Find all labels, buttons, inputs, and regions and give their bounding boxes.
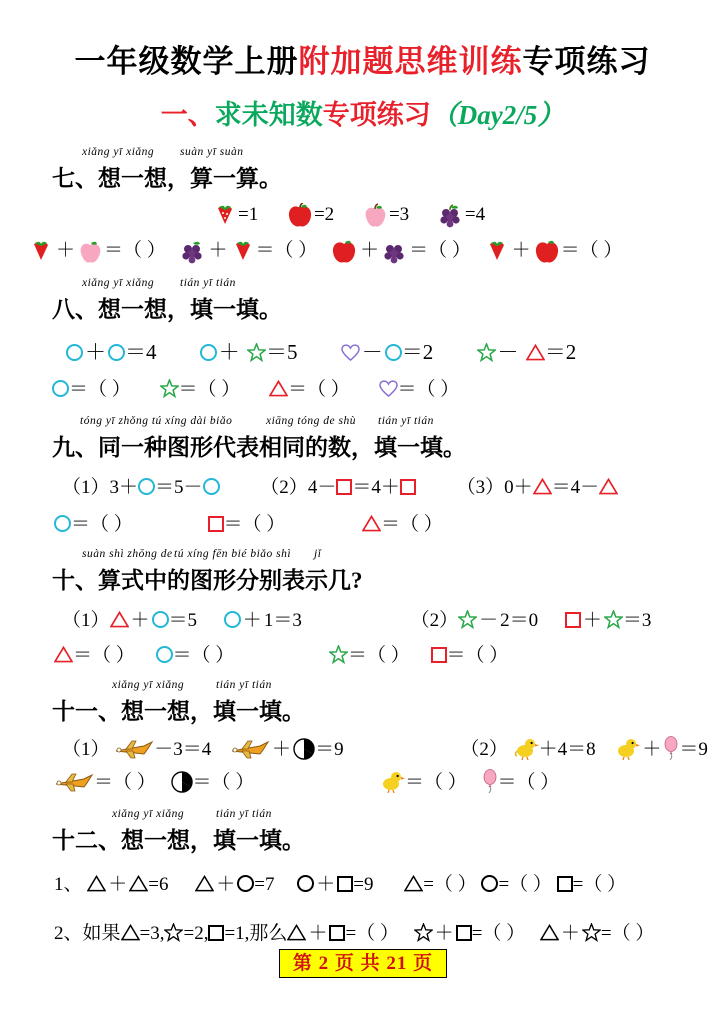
section-8-line2 xyxy=(52,374,725,401)
problem-item: （3）0＋ ＝4－ xyxy=(457,477,619,498)
pacman-icon xyxy=(171,771,193,793)
expression: ＋ ＝5 xyxy=(200,340,298,364)
square-shape xyxy=(565,612,581,628)
answer-blank: ＝（ ） xyxy=(54,514,133,535)
strawberry-icon xyxy=(28,240,54,264)
triangle-shape xyxy=(87,875,106,892)
peach-icon xyxy=(77,239,104,265)
triangle-shape xyxy=(195,875,214,892)
section-8-heading: 八、想一想，填一填。 xyxy=(52,296,282,322)
problem-item: （2）4－ ＝4＋ xyxy=(260,477,416,498)
apple-icon xyxy=(533,239,561,265)
section-7-heading: 七、想一想，算一算。 xyxy=(52,166,282,191)
triangle-shape xyxy=(404,875,423,892)
apple-icon xyxy=(286,203,314,229)
grapes-icon xyxy=(179,239,207,265)
star-shape xyxy=(582,923,601,942)
circle-shape xyxy=(481,875,498,892)
triangle-shape xyxy=(121,924,140,941)
balloon-icon xyxy=(482,769,498,793)
section-7-problems xyxy=(28,235,725,265)
title-part2: 附加题思维训练 xyxy=(298,44,523,79)
section-11-answers xyxy=(52,767,725,794)
expression: － ＝2 xyxy=(341,340,434,364)
section-10 xyxy=(52,548,725,667)
legend-item: =2 xyxy=(286,204,339,225)
square-shape xyxy=(557,876,573,892)
star-shape xyxy=(329,645,348,664)
answer-blank: ＝（ ） xyxy=(52,379,131,400)
section-9-answers xyxy=(52,509,725,536)
legend-item: =4 xyxy=(437,204,485,225)
square-shape xyxy=(208,925,224,941)
star-shape xyxy=(247,343,266,362)
square-shape xyxy=(329,925,345,941)
square-shape xyxy=(456,925,472,941)
section-10-heading: 十、算式中的图形分别表示几? xyxy=(52,567,363,593)
star-shape xyxy=(458,610,477,629)
section-7-pinyin: xiǎng yī xiǎng suàn yī suàn xyxy=(82,146,244,158)
section-9 xyxy=(52,415,725,536)
circle-shape xyxy=(108,344,125,361)
section-12-heading: 十二、想一想，填一填。 xyxy=(52,827,305,853)
answer-blank: ＝（ ） xyxy=(379,772,467,793)
answer-blank: ＝（ ） xyxy=(156,645,235,666)
problem-item: （2） ＋4＝8 xyxy=(460,739,595,760)
section-7 xyxy=(52,146,725,265)
triangle-shape xyxy=(129,875,148,892)
section-8 xyxy=(52,277,725,401)
problem-item: ＋ 1＝3 xyxy=(224,610,302,631)
problem-item: （1） ＋ ＝5 xyxy=(62,609,198,631)
answer-blank: ＝（ ） xyxy=(431,645,509,666)
section-9-pinyin: tóng yī zhǒng tú xíng dài biǎo xiāng tóng de shù tián yī tián xyxy=(80,414,434,427)
problem-item: ＋ ＝（ ） xyxy=(28,240,171,261)
triangle-shape xyxy=(110,611,129,628)
page-title xyxy=(0,36,725,81)
star-shape xyxy=(414,923,433,942)
legend-item: =3 xyxy=(362,204,414,225)
problem-item: ＋ ＝（ ） xyxy=(330,240,476,261)
circle-shape xyxy=(138,478,155,495)
circle-shape xyxy=(385,344,402,361)
section-11 xyxy=(52,679,725,794)
chick-icon xyxy=(614,736,640,760)
triangle-shape xyxy=(362,515,381,532)
triangle-shape xyxy=(269,380,288,397)
triangle-shape xyxy=(287,924,306,941)
answer-blank: ＝（ ） xyxy=(160,379,241,400)
problem-item: （1） －3＝4 xyxy=(62,738,212,760)
section-9-problems xyxy=(52,472,725,499)
answer-blank: ＝（ ） xyxy=(54,772,156,793)
answer-blank: ＝（ ） xyxy=(54,645,135,666)
subtitle-number: 一、 xyxy=(160,100,215,130)
section-12-q1: 1、 ＋ =6 ＋ =7 ＋ =9 =（ ） =（ ） =（ ） xyxy=(54,873,627,895)
section-12 xyxy=(52,808,725,945)
airplane-icon xyxy=(54,771,94,793)
circle-shape xyxy=(156,646,173,663)
strawberry-icon xyxy=(212,204,238,228)
expression: ＋ ＝4 xyxy=(66,340,157,364)
section-9-heading: 九、同一种图形代表相同的数，填一填。 xyxy=(52,434,466,460)
section-8-pinyin: xiǎng yī xiǎng tián yī tián xyxy=(82,276,236,289)
problem-item: ＋ ＝9 xyxy=(614,739,708,760)
circle-shape xyxy=(66,344,83,361)
section-10-pinyin: suàn shì zhōng detú xíng fēn bié biǎo shì jǐ xyxy=(82,547,322,560)
section-10-expressions xyxy=(52,605,725,632)
circle-shape xyxy=(237,875,254,892)
triangle-shape xyxy=(533,478,552,495)
problem-item: （2） － 2＝0 xyxy=(410,609,539,631)
strawberry-icon xyxy=(230,240,256,264)
section-12-pinyin: xiǎng yī xiǎng tián yī tián xyxy=(112,807,272,820)
legend-item: =1 xyxy=(212,204,263,225)
chick-icon xyxy=(513,736,539,760)
circle-shape xyxy=(152,611,169,628)
answer-blank: ＝（ ） xyxy=(362,514,443,535)
square-shape xyxy=(431,647,447,663)
triangle-shape xyxy=(599,478,618,495)
star-shape xyxy=(164,923,183,942)
peach-icon xyxy=(362,203,389,229)
triangle-shape xyxy=(526,344,545,361)
square-shape xyxy=(336,479,352,495)
title-part3: 专项练习 xyxy=(522,44,651,79)
triangle-shape xyxy=(54,646,73,663)
circle-shape xyxy=(200,344,217,361)
problem-item: ＋ ＝（ ） xyxy=(179,240,323,261)
title-part1: 一年级数学上册 xyxy=(74,44,299,79)
subtitle-text: 求未知数 xyxy=(214,100,323,130)
answer-blank: ＝（ ） xyxy=(208,514,286,535)
section-8-line1 xyxy=(52,336,725,366)
section-11-heading: 十一、想一想，填一填。 xyxy=(52,698,305,724)
page-subtitle xyxy=(0,93,725,132)
answer-blank: ＝（ ） xyxy=(482,772,560,793)
circle-shape xyxy=(297,875,314,892)
heart-shape xyxy=(379,380,398,398)
grapes-icon xyxy=(381,239,409,265)
section-12-q2: 2、如果 =3, =2, =1,那么 ＋ =（ ） ＋ =（ ） ＋ =（ ） xyxy=(54,922,655,944)
chick-icon xyxy=(379,769,405,793)
expression: － ＝2 xyxy=(477,340,577,364)
star-shape xyxy=(160,379,179,398)
square-shape xyxy=(337,876,353,892)
problem-item: （1）3＋ ＝5－ xyxy=(62,477,220,498)
circle-shape xyxy=(54,515,71,532)
circle-shape xyxy=(203,478,220,495)
airplane-icon xyxy=(230,738,270,760)
problem-item: ＋ ＝9 xyxy=(230,739,344,760)
circle-shape xyxy=(224,611,241,628)
section-7-legend xyxy=(52,203,725,229)
airplane-icon xyxy=(114,738,154,760)
page-footer: 第 2 页 共 21 页 xyxy=(279,949,447,978)
grapes-icon xyxy=(437,203,465,229)
pacman-icon xyxy=(293,738,315,760)
triangle-shape xyxy=(540,924,559,941)
answer-blank: ＝（ ） xyxy=(379,379,460,400)
apple-icon xyxy=(330,239,358,265)
circle-shape xyxy=(52,380,69,397)
problem-item: ＋ ＝3 xyxy=(565,610,652,631)
section-10-answers xyxy=(52,640,725,667)
heart-shape xyxy=(341,344,360,362)
star-shape xyxy=(477,343,496,362)
square-shape xyxy=(208,516,224,532)
answer-blank: ＝（ ） xyxy=(171,772,255,793)
balloon-icon xyxy=(663,736,679,760)
section-11-expressions xyxy=(52,734,725,761)
star-shape xyxy=(604,610,623,629)
answer-blank: ＝（ ） xyxy=(269,379,350,400)
subtitle-suffix: 专项练习 xyxy=(322,100,431,130)
strawberry-icon xyxy=(484,240,510,264)
answer-blank: ＝（ ） xyxy=(329,645,410,666)
section-11-pinyin: xiǎng yī xiǎng tián yī tián xyxy=(112,678,272,691)
problem-item: ＋ ＝（ ） xyxy=(484,240,623,261)
subtitle-day: （Day2/5） xyxy=(430,100,565,130)
square-shape xyxy=(400,479,416,495)
